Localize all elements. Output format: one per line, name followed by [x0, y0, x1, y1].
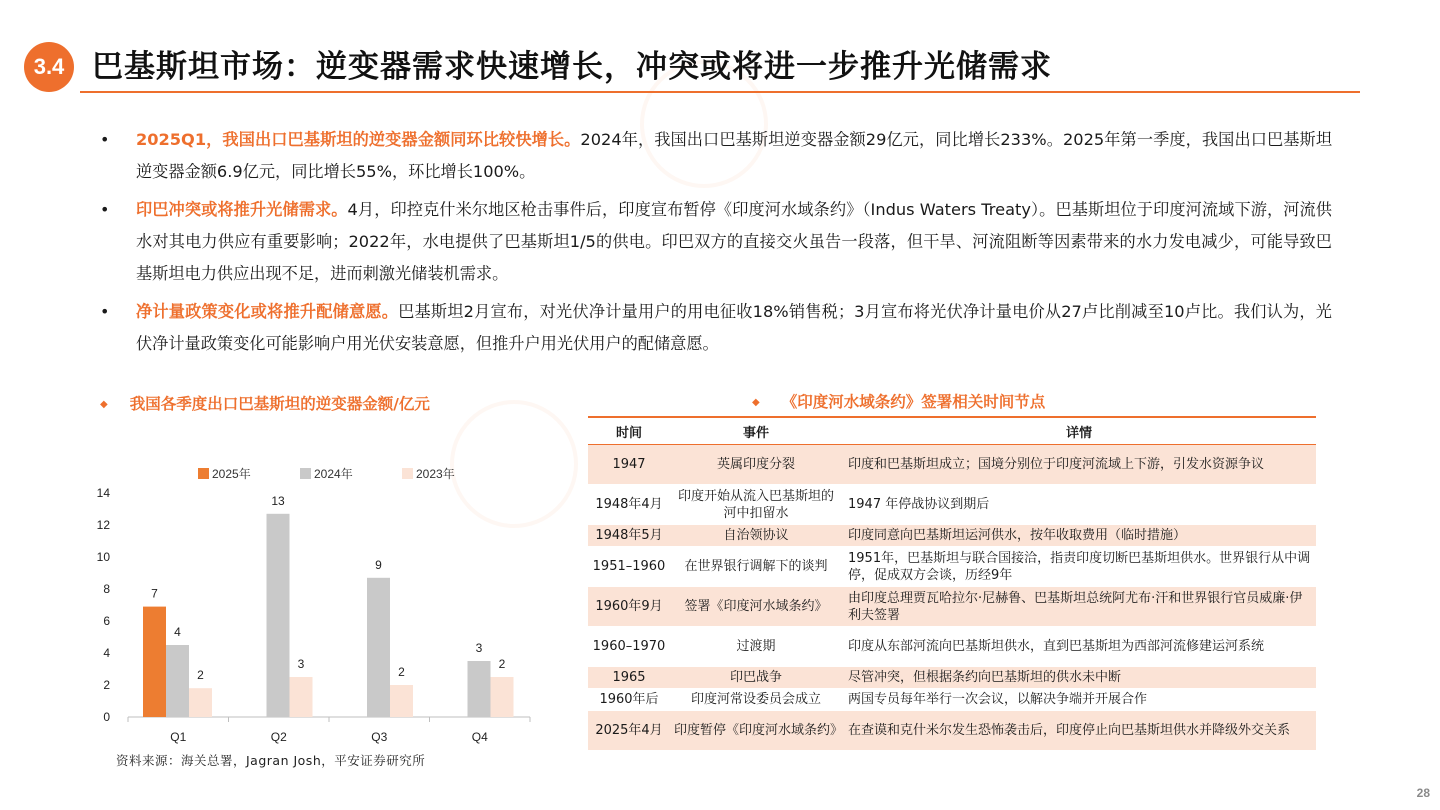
table-row	[588, 711, 1316, 751]
row-event: 印度暂停《印度河水域条约》	[670, 711, 842, 751]
row-time: 1947	[588, 445, 670, 485]
y-tick-label: 8	[103, 582, 110, 596]
section-number-badge: 3.4	[24, 42, 74, 92]
legend-label: 2023年	[416, 467, 455, 481]
row-event: 在世界银行调解下的谈判	[670, 547, 842, 587]
bullet-text: 巴基斯坦2月宣布，对光伏净计量用户的用电征收18%销售税；3月宣布将光伏净计量电价从27卢比削减至10卢比。我们认为，光伏净计量政策变化可能影响户用光伏安装意愿，但推升户用光伏用户的配储意愿。	[136, 302, 1332, 353]
row-time: 1960年9月	[588, 587, 670, 627]
row-time: 2025年4月	[588, 711, 670, 751]
y-tick-label: 4	[103, 646, 110, 660]
table-row	[588, 485, 1316, 525]
bullet-text: 2024年，我国出口巴基斯坦逆变器金额29亿元，同比增长233%。2025年第一季度，我国出口巴基斯坦逆变器金额6.9亿元，同比增长55%，环比增长100%。	[136, 130, 1333, 181]
source-note: 资料来源：海关总署，Jagran Josh，平安证券研究所	[116, 753, 426, 768]
row-time: 1951–1960	[588, 547, 670, 587]
y-tick-label: 10	[96, 550, 110, 564]
legend-swatch	[300, 468, 311, 479]
table-row	[588, 547, 1316, 587]
diamond-icon: ◆	[100, 399, 108, 410]
table-row	[588, 689, 1316, 711]
row-detail: 在查谟和克什米尔发生恐怖袭击后，印度停止向巴基斯坦供水并降级外交关系	[842, 711, 1316, 751]
bullet-item	[100, 194, 1332, 290]
bar-value-label: 7	[151, 586, 158, 601]
bullet-highlight: 净计量政策变化或将推升配储意愿。	[136, 302, 399, 321]
bullet-item	[100, 296, 1332, 360]
column-header-time: 时间	[588, 417, 670, 445]
bullet-highlight: 2025Q1，我国出口巴基斯坦的逆变器金额同环比较快增长。	[136, 130, 581, 149]
y-tick-label: 2	[103, 678, 110, 692]
row-detail: 印度同意向巴基斯坦运河供水，按年收取费用（临时措施）	[842, 525, 1316, 547]
y-tick-label: 12	[96, 518, 110, 532]
bar	[491, 677, 514, 717]
table-heading-text: 《印度河水域条约》签署相关时间节点	[781, 393, 1046, 411]
row-time: 1960–1970	[588, 627, 670, 667]
row-event: 印巴战争	[670, 667, 842, 689]
timeline-table	[588, 416, 1316, 751]
bar-value-label: 13	[271, 493, 285, 508]
diamond-icon: ◆	[752, 397, 760, 408]
bullet-list	[100, 124, 1332, 366]
table-row	[588, 627, 1316, 667]
legend-label: 2024年	[314, 467, 353, 481]
row-detail: 尽管冲突，但根据条约向巴基斯坦的供水未中断	[842, 667, 1316, 689]
bar-value-label: 9	[375, 557, 382, 572]
bar-value-label: 3	[297, 657, 305, 671]
y-tick-label: 14	[96, 486, 110, 500]
bar-value-label: 2	[197, 668, 204, 683]
legend-swatch	[402, 468, 413, 479]
bar-value-label: 2	[498, 657, 506, 671]
row-time: 1948年4月	[588, 485, 670, 525]
legend-swatch	[198, 468, 209, 479]
table-row	[588, 445, 1316, 485]
column-header-detail: 详情	[842, 417, 1316, 445]
table-heading	[752, 390, 1045, 412]
chart-heading-text: 我国各季度出口巴基斯坦的逆变器金额/亿元	[129, 395, 430, 413]
bar-value-label: 2	[398, 665, 405, 679]
table-row	[588, 525, 1316, 547]
title-divider	[80, 91, 1360, 93]
bar	[189, 688, 212, 717]
bar-value-label: 3	[475, 641, 483, 655]
row-detail: 印度和巴基斯坦成立；国境分别位于印度河流域上下游，引发水资源争议	[842, 445, 1316, 485]
x-tick-label: Q3	[371, 730, 388, 744]
row-event: 英属印度分裂	[670, 445, 842, 485]
row-event: 自治领协议	[670, 525, 842, 547]
bar	[143, 607, 166, 717]
bullet-item	[100, 124, 1332, 188]
chart-heading	[100, 392, 430, 414]
bar	[267, 514, 290, 717]
y-tick-label: 6	[103, 614, 110, 628]
page-title: 巴基斯坦市场：逆变器需求快速增长，冲突或将进一步推升光储需求	[92, 49, 1052, 85]
row-time: 1960年后	[588, 689, 670, 711]
column-header-event: 事件	[670, 417, 842, 445]
bullet-dot-icon: •	[100, 130, 110, 149]
bar-chart	[70, 455, 540, 750]
x-tick-label: Q1	[170, 730, 187, 744]
bar	[290, 677, 313, 717]
row-detail: 1951年，巴基斯坦与联合国接洽，指责印度切断巴基斯坦供水。世界银行从中调停，促成双方会谈，历经9年	[842, 547, 1316, 587]
bullet-dot-icon: •	[100, 302, 110, 321]
page-number: 28	[1416, 786, 1430, 800]
row-detail: 印度从东部河流向巴基斯坦供水，直到巴基斯坦为西部河流修建运河系统	[842, 627, 1316, 667]
row-event: 印度开始从流入巴基斯坦的河中扣留水	[670, 485, 842, 525]
x-tick-label: Q4	[471, 730, 488, 744]
row-event: 过渡期	[670, 627, 842, 667]
table-row	[588, 667, 1316, 689]
bar	[166, 645, 189, 717]
row-event: 签署《印度河水域条约》	[670, 587, 842, 627]
bullet-text: 4月，印控克什米尔地区枪击事件后，印度宣布暂停《印度河水域条约》（Indus Waters Treaty）。巴基斯坦位于印度河流域下游，河流供水对其电力供应有重要影响；2022年，水电提供了巴基斯坦1/5的供电。印巴双方的直接交火虽告一段落，但干旱、河流阻断等因素带来的水力发电减少，可能导致巴基斯坦电力供应出现不足，进而刺激光储装机需求。	[136, 200, 1332, 283]
row-event: 印度河常设委员会成立	[670, 689, 842, 711]
row-detail: 1947 年停战协议到期后	[842, 485, 1316, 525]
bar-value-label: 4	[174, 625, 181, 639]
bar	[367, 578, 390, 717]
bar	[468, 661, 491, 717]
bar	[390, 685, 413, 717]
x-tick-label: Q2	[270, 730, 287, 744]
row-detail: 由印度总理贾瓦哈拉尔·尼赫鲁、巴基斯坦总统阿尤布·汗和世界银行官员威廉·伊利夫签署	[842, 587, 1316, 627]
table-row	[588, 587, 1316, 627]
legend-label: 2025年	[212, 467, 251, 481]
y-tick-label: 0	[103, 710, 110, 724]
bullet-dot-icon: •	[100, 200, 110, 219]
bullet-highlight: 印巴冲突或将推升光储需求。	[136, 200, 348, 219]
table-header-row	[588, 417, 1316, 445]
row-time: 1948年5月	[588, 525, 670, 547]
row-detail: 两国专员每年举行一次会议，以解决争端并开展合作	[842, 689, 1316, 711]
row-time: 1965	[588, 667, 670, 689]
